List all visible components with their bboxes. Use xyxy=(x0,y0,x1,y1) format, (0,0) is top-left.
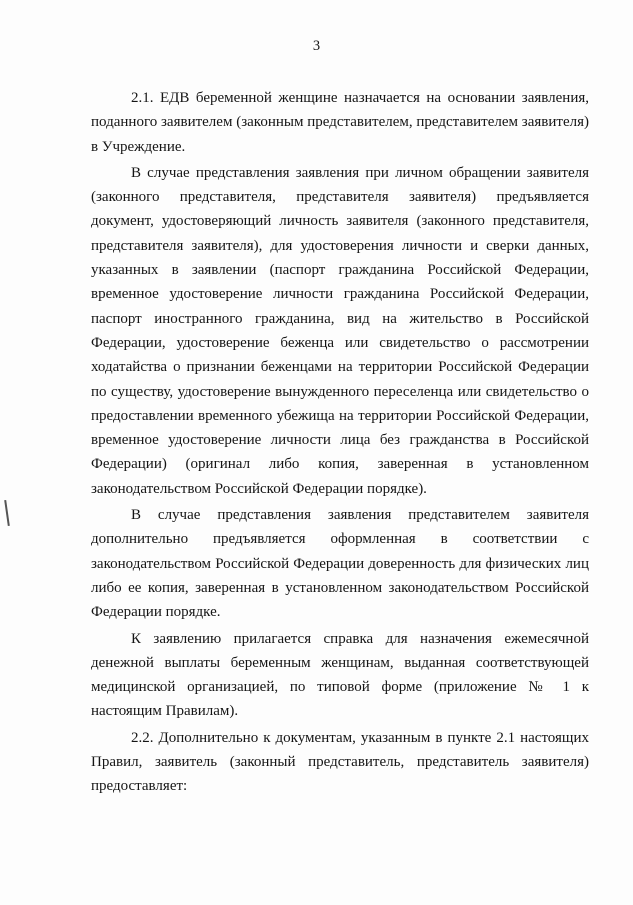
scan-edge-mark xyxy=(4,500,10,526)
paragraph-2-2: 2.2. Дополнительно к документам, указанным в пункте 2.1 настоящих Правил, заявитель (законный представитель, представитель заявителя) предоставляет: xyxy=(91,729,589,795)
page-number: 3 xyxy=(312,38,321,54)
paragraph-representative: В случае представления заявления представителем заявителя дополнительно предъявляется оформленная в соответствии с законодательством Российской Федерации доверенность для физических лиц либо ее копия, заверенная в установленном законодательством Российской Федерации порядке. xyxy=(91,507,589,621)
paragraph-personal-appeal: В случае представления заявления при личном обращении заявителя (законного представителя, представителя заявителя) предъявляется документ, удостоверяющий личность заявителя (законного представителя, представителя заявителя), для удостоверения личности и сверки данных, указанных в заявлении (паспорт гражданина Российской Федерации, временное удостоверение личности гражданина Российской Федерации, паспорт иностранного гражданина, вид на жительство в Российской Федерации, удостоверение беженца или свидетельство о рассмотрении ходатайства о признании беженцами на территории Российской Федерации по существу, удостоверение вынужденного переселенца или свидетельство о предоставлении временного убежища на территории Российской Федерации, временное удостоверение личности лица без гражданства в Российской Федерации) (оригинал либо копия, заверенная в установленном законодательством Российской Федерации порядке). xyxy=(91,164,589,497)
paragraph-medical-certificate: К заявлению прилагается справка для назначения ежемесячной денежной выплаты беременным женщинам, выданная соответствующей медицинской организацией, по типовой форме (приложение № 1 к настоящим Правилам). xyxy=(91,630,589,720)
document-body xyxy=(91,86,589,801)
paragraph-2-1: 2.1. ЕДВ беременной женщине назначается на основании заявления, поданного заявителем (законным представителем, представителем заявителя) в Учреждение. xyxy=(91,90,589,155)
